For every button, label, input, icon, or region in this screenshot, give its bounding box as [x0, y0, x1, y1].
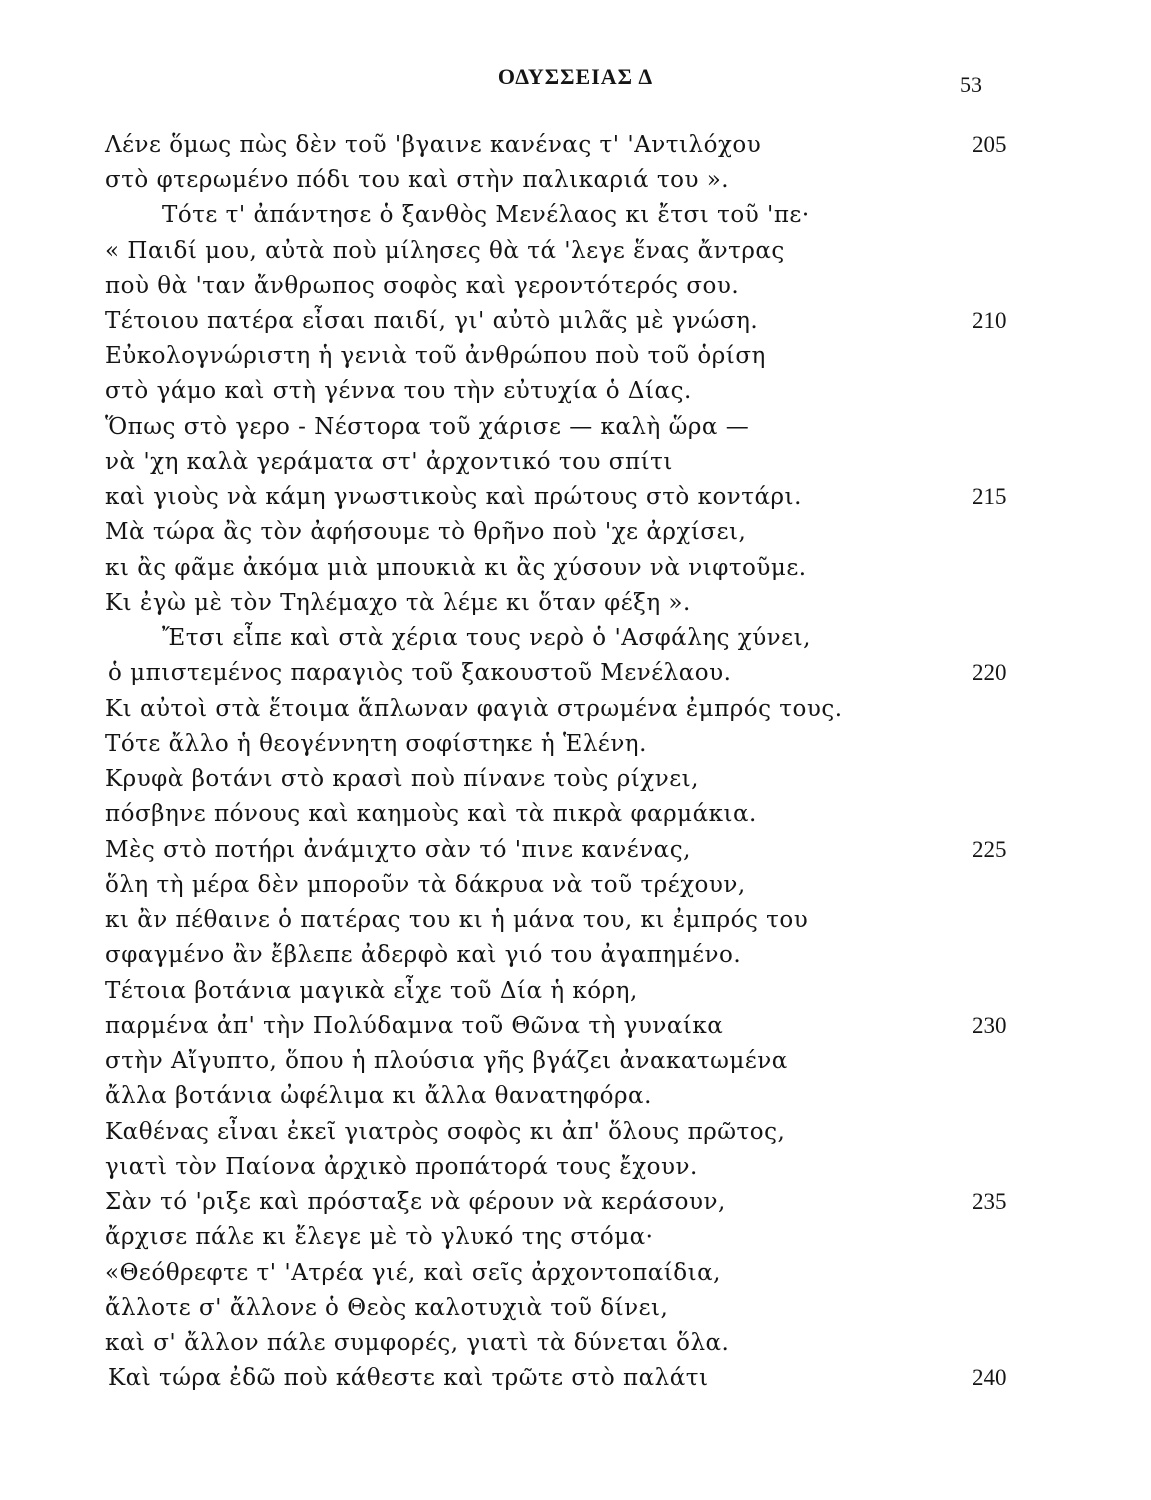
verse-text: κι ἂς φᾶμε ἀκόμα μιὰ μπουκιὰ κι ἂς χύσουν νὰ νιφτοῦμε. — [105, 555, 807, 581]
verse-line — [0, 1363, 1151, 1398]
verse-line — [0, 447, 1151, 482]
verse-text: Μὲς στὸ ποτήρι ἀνάμιχτο σὰν τό 'πινε κανένας, — [105, 837, 691, 863]
verse-line — [0, 130, 1151, 165]
line-number: 225 — [972, 837, 1007, 862]
line-number: 230 — [972, 1013, 1007, 1038]
verse-line — [0, 658, 1151, 693]
line-number: 215 — [972, 484, 1007, 509]
verse-text: « Παιδί μου, αὐτὰ ποὺ μίλησες θὰ τά 'λεγε ἕνας ἄντρας — [105, 238, 785, 264]
verse-text: Σὰν τό 'ριξε καὶ πρόσταξε νὰ φέρουν νὰ κεράσουν, — [105, 1189, 726, 1215]
verse-line — [0, 1293, 1151, 1328]
verse-text: γιατὶ τὸν Παίονα ἀρχικὸ προπάτορά τους ἔχουν. — [105, 1154, 698, 1180]
verse-text: ὁ μπιστεμένος παραγιὸς τοῦ ξακουστοῦ Μενέλαου. — [108, 660, 732, 686]
verse-line — [0, 200, 1151, 235]
verse-line — [0, 870, 1151, 905]
verse-text: «Θεόθρεφτε τ' 'Ατρέα γιέ, καὶ σεῖς ἀρχοντοπαίδια, — [105, 1260, 721, 1286]
verse-text: Λένε ὅμως πὼς δὲν τοῦ 'βγαινε κανένας τ' 'Αντιλόχου — [105, 132, 762, 158]
verse-line — [0, 976, 1151, 1011]
verse-text: πόσβηνε πόνους καὶ καημοὺς καὶ τὰ πικρὰ φαρμάκια. — [105, 801, 757, 827]
verse-text: παρμένα ἀπ' τὴν Πολύδαμνα τοῦ Θῶνα τὴ γυναίκα — [105, 1013, 724, 1039]
verse-text: Κι αὐτοὶ στὰ ἕτοιμα ἅπλωναν φαγιὰ στρωμένα ἐμπρός τους. — [105, 696, 843, 722]
verse-line — [0, 835, 1151, 870]
verse-line — [0, 764, 1151, 799]
verse-text: καὶ σ' ἄλλον πάλε συμφορές, γιατὶ τὰ δύνεται ὅλα. — [105, 1330, 730, 1356]
line-number: 235 — [972, 1189, 1007, 1214]
verse-line — [0, 1081, 1151, 1116]
verse-line — [0, 694, 1151, 729]
verse-text: Τότε ἄλλο ἡ θεογέννητη σοφίστηκε ἡ Ἑλένη. — [105, 731, 647, 757]
verse-line — [0, 940, 1151, 975]
verse-text: στὴν Αἴγυπτο, ὅπου ἡ πλούσια γῆς βγάζει ἀνακατωμένα — [105, 1048, 788, 1074]
verse-line — [0, 1046, 1151, 1081]
verse-line — [0, 1011, 1151, 1046]
verse-line — [0, 1152, 1151, 1187]
verse-text: ποὺ θὰ 'ταν ἄνθρωπος σοφὸς καὶ γεροντότερός σου. — [105, 273, 740, 299]
verse-line — [0, 588, 1151, 623]
verse-text: Καὶ τώρα ἐδῶ ποὺ κάθεστε καὶ τρῶτε στὸ παλάτι — [108, 1365, 709, 1391]
verse-text: Κρυφὰ βοτάνι στὸ κρασὶ ποὺ πίνανε τοὺς ρίχνει, — [105, 766, 699, 792]
verse-text: Ἔτσι εἶπε καὶ στὰ χέρια τους νερὸ ὁ 'Ασφάλης χύνει, — [162, 625, 811, 651]
line-number: 220 — [972, 660, 1007, 685]
verse-text: κι ἂν πέθαινε ὁ πατέρας του κι ἡ μάνα του, κι ἐμπρός του — [105, 907, 809, 933]
verse-text: στὸ γάμο καὶ στὴ γέννα του τὴν εὐτυχία ὁ Δίας. — [105, 378, 692, 404]
verse-line — [0, 412, 1151, 447]
verse-text: ἄλλα βοτάνια ὠφέλιμα κι ἄλλα θανατηφόρα. — [105, 1083, 652, 1109]
verse-text: Τέτοιου πατέρα εἶσαι παιδί, γι' αὐτὸ μιλᾶς μὲ γνώση. — [105, 308, 759, 334]
verse-line — [0, 271, 1151, 306]
verse-line — [0, 165, 1151, 200]
line-number: 240 — [972, 1365, 1007, 1390]
running-head: ΟΔΥΣΣΕΙΑΣ Δ — [497, 64, 654, 89]
verse-line — [0, 482, 1151, 517]
verse-text: Τέτοια βοτάνια μαγικὰ εἶχε τοῦ Δία ἡ κόρη, — [105, 978, 638, 1004]
verse-text: Ὅπως στὸ γερο - Νέστορα τοῦ χάρισε — καλὴ ὥρα — — [105, 414, 750, 440]
verse-text: Εὐκολογνώριστη ἡ γενιὰ τοῦ ἀνθρώπου ποὺ τοῦ ὁρίση — [105, 343, 766, 369]
verse-text: νὰ 'χη καλὰ γεράματα στ' ἀρχοντικό του σπίτι — [105, 449, 673, 475]
verse-line — [0, 236, 1151, 271]
verse-line — [0, 1328, 1151, 1363]
verse-line — [0, 1222, 1151, 1257]
verse-line — [0, 376, 1151, 411]
line-number: 210 — [972, 308, 1007, 333]
verse-line — [0, 905, 1151, 940]
verse-text: Κι ἐγὼ μὲ τὸν Τηλέμαχο τὰ λέμε κι ὅταν φέξη ». — [105, 590, 691, 616]
verse-line — [0, 1117, 1151, 1152]
verse-text: καὶ γιοὺς νὰ κάμη γνωστικοὺς καὶ πρώτους στὸ κοντάρι. — [105, 484, 802, 510]
verse-line — [0, 799, 1151, 834]
verse-line — [0, 1187, 1151, 1222]
verse-text: ὅλη τὴ μέρα δὲν μποροῦν τὰ δάκρυα νὰ τοῦ τρέχουν, — [105, 872, 746, 898]
verse-text: Μὰ τώρα ἂς τὸν ἀφήσουμε τὸ θρῆνο ποὺ 'χε ἀρχίσει, — [105, 519, 747, 545]
verse-text: Τότε τ' ἀπάντησε ὁ ξανθὸς Μενέλαος κι ἔτσι τοῦ 'πε· — [162, 202, 810, 228]
verse-line — [0, 729, 1151, 764]
verse-line — [0, 306, 1151, 341]
verse-line — [0, 517, 1151, 552]
verse-line — [0, 553, 1151, 588]
verse-line — [0, 623, 1151, 658]
verse-text: ἄρχισε πάλε κι ἔλεγε μὲ τὸ γλυκό της στόμα· — [105, 1224, 654, 1250]
page-number: 53 — [960, 72, 982, 97]
line-number: 205 — [972, 132, 1007, 157]
verse-text: στὸ φτερωμένο πόδι του καὶ στὴν παλικαριά του ». — [105, 167, 730, 193]
verse-text: σφαγμένο ἂν ἔβλεπε ἀδερφὸ καὶ γιό του ἀγαπημένο. — [105, 942, 742, 968]
verse-line — [0, 1258, 1151, 1293]
verse-text: Καθένας εἶναι ἐκεῖ γιατρὸς σοφὸς κι ἀπ' ὅλους πρῶτος, — [105, 1119, 786, 1145]
verse-line — [0, 341, 1151, 376]
verse-text: ἄλλοτε σ' ἄλλονε ὁ Θεὸς καλοτυχιὰ τοῦ δίνει, — [105, 1295, 669, 1321]
